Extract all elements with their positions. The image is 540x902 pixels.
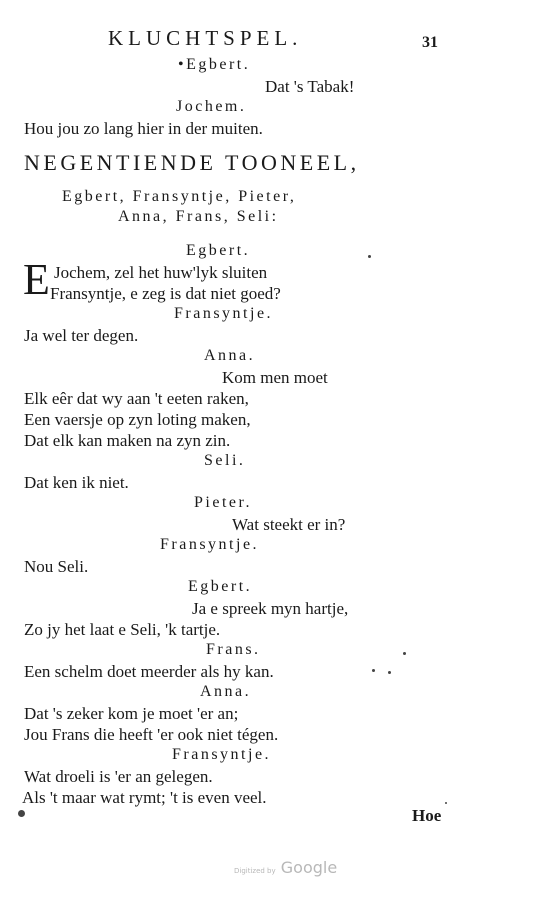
dialogue-line: Hou jou zo lang hier in der muiten. [24,119,263,138]
ink-speck [445,802,447,804]
dialogue-line: Kom men moet [222,368,328,387]
speaker-egbert: •Egbert. [178,56,251,73]
speaker-fransyntje: Fransyntje. [174,305,274,322]
speaker-frans: Frans. [206,641,261,658]
dialogue-line: Dat 's zeker kom je moet 'er an; [24,704,239,723]
dialogue-line: Fransyntje, e zeg is dat niet goed? [50,284,281,303]
ink-speck [368,255,371,258]
page-number: 31 [422,34,438,51]
dialogue-line: Dat 's Tabak! [265,77,355,96]
speaker-pieter: Pieter. [194,494,252,511]
ink-speck [403,652,406,655]
ink-blot [18,810,25,817]
drop-cap: E [23,255,50,304]
speaker-egbert: Egbert. [188,578,253,595]
speaker-anna: Anna. [200,683,252,700]
dialogue-line: Wat steekt er in? [232,515,346,534]
speaker-fransyntje: Fransyntje. [172,746,272,763]
dialogue-line: Nou Seli. [24,557,89,576]
speaker-anna: Anna. [204,347,256,364]
dialogue-line: Dat elk kan maken na zyn zin. [24,431,231,450]
digitization-watermark [234,858,337,877]
dialogue-line: Wat droeli is 'er an gelegen. [24,767,213,786]
google-wordmark: Google [280,858,338,877]
speaker-egbert: Egbert. [186,242,251,259]
dialogue-line: Dat ken ik niet. [24,473,129,492]
ink-speck [372,669,375,672]
dialogue-line: Jochem, zel het huw'lyk sluiten [54,263,268,282]
speaker-jochem: Jochem. [176,98,247,115]
speaker-seli: Seli. [204,452,246,469]
dialogue-line: Als 't maar wat rymt; 't is even veel. [22,788,267,807]
dialogue-line: Een vaersje op zyn loting maken, [24,410,251,429]
ink-speck [388,671,391,674]
dialogue-line: Zo jy het laat e Seli, 'k tartje. [24,620,221,639]
scene-title: NEGENTIENDE TOONEEL, [24,150,360,175]
speaker-fransyntje: Fransyntje. [160,536,260,553]
cast-list-line-1: Egbert, Fransyntje, Pieter, [62,188,297,205]
running-title: KLUCHTSPEL. [108,26,303,50]
cast-list-line-2: Anna, Frans, Seli: [118,208,279,225]
digitized-by-label: Digitized by [234,867,276,875]
dialogue-line: Een schelm doet meerder als hy kan. [24,662,274,681]
dialogue-line: Jou Frans die heeft 'er ook niet tégen. [24,725,279,744]
dialogue-line: Ja e spreek myn hartje, [192,599,349,618]
dialogue-line: Elk eêr dat wy aan 't eeten raken, [24,389,249,408]
dialogue-line: Ja wel ter degen. [24,326,139,345]
catchword: Hoe [412,806,442,825]
